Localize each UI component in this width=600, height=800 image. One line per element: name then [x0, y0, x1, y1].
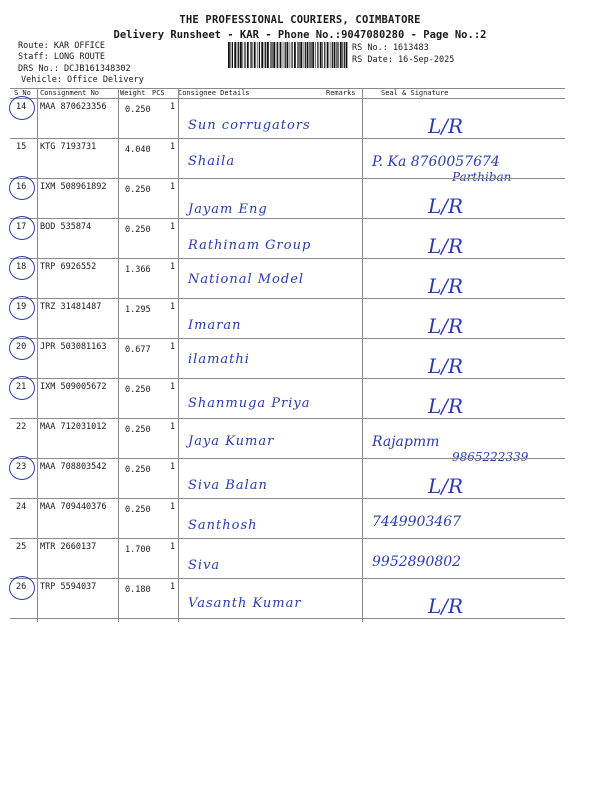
- row-divider: [10, 498, 565, 499]
- pieces-count: 1: [170, 422, 176, 432]
- vehicle-label: Vehicle: Office Delivery: [21, 75, 144, 85]
- consignment-number: BOD 535874: [40, 222, 92, 232]
- consignment-number: MAA 708803542: [40, 462, 107, 472]
- serial-number: 18: [16, 262, 27, 272]
- consignee-handwritten: Sun corrugators: [188, 118, 311, 133]
- serial-circle-mark: [9, 456, 35, 480]
- col-remarks: Remarks: [326, 89, 356, 97]
- route-label: Route: KAR OFFICE: [18, 41, 105, 51]
- seal-note: Parthiban: [452, 170, 512, 184]
- row-divider: [10, 378, 565, 379]
- weight-value: 1.295: [125, 305, 151, 315]
- consignee-handwritten: Jayam Eng: [188, 202, 268, 217]
- seal-signature: L/R: [428, 194, 464, 218]
- row-divider: [10, 258, 565, 259]
- col-pcs: PCS: [152, 89, 165, 97]
- seal-signature: L/R: [428, 314, 464, 338]
- col-divider: [178, 88, 179, 622]
- pieces-count: 1: [170, 262, 176, 272]
- row-divider: [10, 578, 565, 579]
- consignment-number: TRZ 31481487: [40, 302, 102, 312]
- weight-value: 0.250: [125, 425, 151, 435]
- weight-value: 0.250: [125, 385, 151, 395]
- runsheet-subtitle: Delivery Runsheet - KAR - Phone No.:9047080280 - Page No.:2: [113, 29, 487, 41]
- serial-number: 25: [16, 542, 27, 552]
- serial-circle-mark: [9, 376, 35, 400]
- serial-number: 17: [16, 222, 27, 232]
- serial-circle-mark: [9, 176, 35, 200]
- consignment-number: IXM 509005672: [40, 382, 107, 392]
- weight-value: 0.250: [125, 105, 151, 115]
- row-divider: [10, 298, 565, 299]
- company-title: THE PROFESSIONAL COURIERS, COIMBATORE: [179, 14, 421, 26]
- serial-circle-mark: [9, 576, 35, 600]
- weight-value: 0.250: [125, 505, 151, 515]
- seal-signature: 7449903467: [372, 514, 462, 530]
- col-consignment: Consignment No: [40, 89, 100, 97]
- rs-date: RS Date: 16-Sep-2025: [352, 55, 455, 65]
- pieces-count: 1: [170, 582, 176, 592]
- col-weight: Weight: [120, 89, 146, 97]
- serial-number: 22: [16, 422, 27, 432]
- pieces-count: 1: [170, 542, 176, 552]
- row-divider: [10, 618, 565, 619]
- pieces-count: 1: [170, 222, 176, 232]
- weight-value: 0.250: [125, 185, 151, 195]
- consignment-number: MAA 709440376: [40, 502, 107, 512]
- row-divider: [10, 458, 565, 459]
- barcode-image: [228, 42, 348, 68]
- seal-signature: 9952890802: [372, 554, 462, 570]
- row-divider: [10, 178, 565, 179]
- consignee-handwritten: Vasanth Kumar: [188, 596, 302, 611]
- col-divider: [37, 88, 38, 622]
- serial-number: 20: [16, 342, 27, 352]
- col-consignee: Consignee Details: [178, 89, 250, 97]
- consignment-number: IXM 508961892: [40, 182, 107, 192]
- seal-signature: L/R: [428, 114, 464, 138]
- consignment-number: MTR 2660137: [40, 542, 97, 552]
- col-divider: [362, 88, 363, 622]
- weight-value: 0.180: [125, 585, 151, 595]
- row-divider: [10, 218, 565, 219]
- consignment-number: MAA 712031012: [40, 422, 107, 432]
- col-divider: [118, 88, 119, 622]
- consignment-number: MAA 870623356: [40, 102, 107, 112]
- consignee-handwritten: National Model: [188, 272, 305, 287]
- weight-value: 0.250: [125, 225, 151, 235]
- pieces-count: 1: [170, 462, 176, 472]
- consignment-number: KTG 7193731: [40, 142, 97, 152]
- weight-value: 4.040: [125, 145, 151, 155]
- seal-signature: L/R: [428, 394, 464, 418]
- pieces-count: 1: [170, 342, 176, 352]
- consignee-handwritten: Imaran: [188, 318, 242, 333]
- serial-number: 14: [16, 102, 27, 112]
- weight-value: 1.700: [125, 545, 151, 555]
- table-header-rule: [10, 98, 565, 99]
- pieces-count: 1: [170, 302, 176, 312]
- serial-number: 24: [16, 502, 27, 512]
- serial-number: 15: [16, 142, 27, 152]
- row-divider: [10, 538, 565, 539]
- consignee-handwritten: Rathinam Group: [188, 238, 312, 253]
- serial-circle-mark: [9, 96, 35, 120]
- consignee-handwritten: Shanmuga Priya: [188, 396, 311, 411]
- weight-value: 0.677: [125, 345, 151, 355]
- consignment-number: TRP 6926552: [40, 262, 97, 272]
- consignee-handwritten: ilamathi: [188, 352, 250, 367]
- consignee-handwritten: Siva: [188, 558, 221, 573]
- serial-number: 26: [16, 582, 27, 592]
- pieces-count: 1: [170, 382, 176, 392]
- serial-number: 19: [16, 302, 27, 312]
- drs-number: DRS No.: DCJB161348302: [18, 64, 131, 74]
- serial-number: 23: [16, 462, 27, 472]
- table-top-rule: [10, 88, 565, 89]
- consignee-handwritten: Jaya Kumar: [188, 434, 275, 449]
- serial-circle-mark: [9, 336, 35, 360]
- consignee-handwritten: Shaila: [188, 154, 236, 169]
- pieces-count: 1: [170, 142, 176, 152]
- row-divider: [10, 338, 565, 339]
- seal-signature: P. Ka 8760057674: [372, 154, 500, 170]
- seal-signature: L/R: [428, 274, 464, 298]
- seal-signature: L/R: [428, 474, 464, 498]
- pieces-count: 1: [170, 502, 176, 512]
- consignee-handwritten: Santhosh: [188, 518, 258, 533]
- consignee-handwritten: Siva Balan: [188, 478, 268, 493]
- col-sno: S No: [14, 89, 31, 97]
- staff-label: Staff: LONG ROUTE: [18, 52, 105, 62]
- rs-number: RS No.: 1613483: [352, 43, 429, 53]
- seal-signature: L/R: [428, 234, 464, 258]
- row-divider: [10, 138, 565, 139]
- col-seal: Seal & Signature: [381, 89, 449, 97]
- serial-number: 16: [16, 182, 27, 192]
- serial-circle-mark: [9, 256, 35, 280]
- pieces-count: 1: [170, 102, 176, 112]
- row-divider: [10, 418, 565, 419]
- seal-signature: L/R: [428, 354, 464, 378]
- pieces-count: 1: [170, 182, 176, 192]
- consignment-number: TRP 5594037: [40, 582, 97, 592]
- serial-circle-mark: [9, 296, 35, 320]
- weight-value: 0.250: [125, 465, 151, 475]
- seal-signature: Rajapmm: [372, 434, 440, 450]
- seal-note: 9865222339: [452, 450, 529, 464]
- serial-number: 21: [16, 382, 27, 392]
- consignment-number: JPR 503081163: [40, 342, 107, 352]
- serial-circle-mark: [9, 216, 35, 240]
- weight-value: 1.366: [125, 265, 151, 275]
- seal-signature: L/R: [428, 594, 464, 618]
